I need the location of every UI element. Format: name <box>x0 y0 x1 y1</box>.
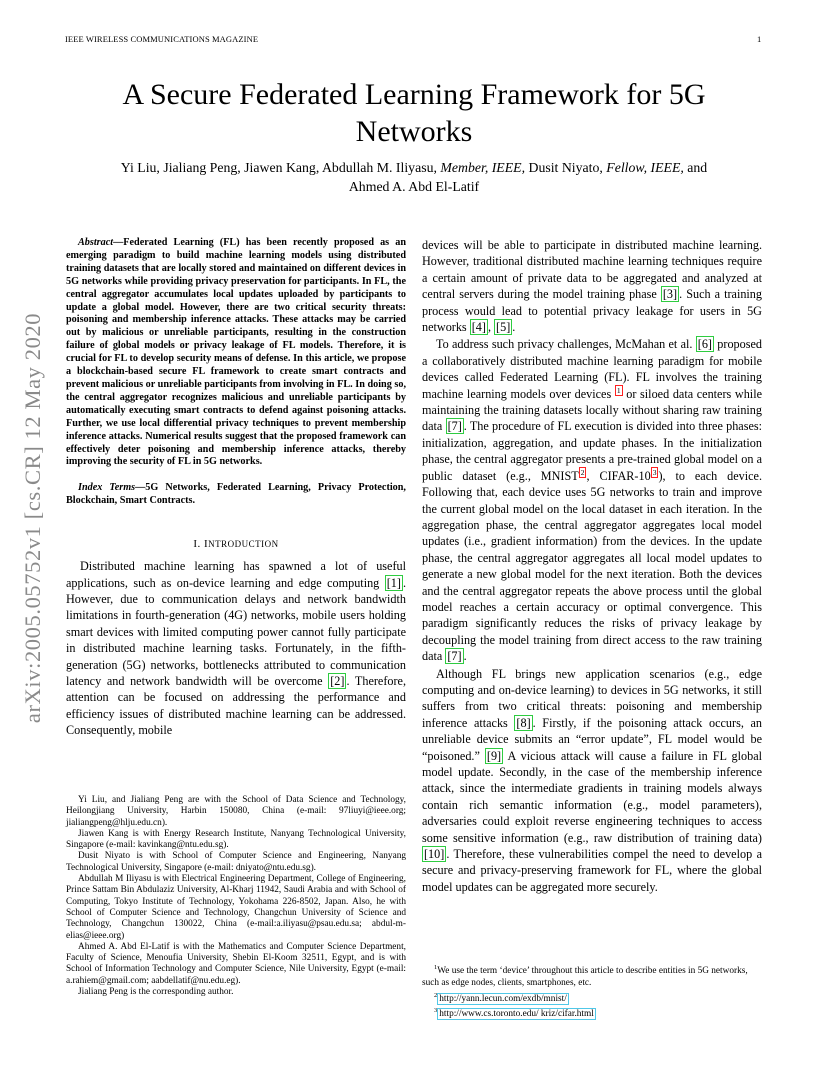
footnote-2 <box>422 990 762 1005</box>
footnote-text: We use the term ‘device’ throughout this article to describe entities in 5G networks, such as edge nodes, clients, smartphones, etc. <box>422 966 748 989</box>
title-line-2: Networks <box>355 115 473 148</box>
right-paragraph-3 <box>422 666 762 896</box>
affiliation-footnotes <box>66 795 406 998</box>
title-line-1: A Secure Federated Learning Framework for 5G <box>122 78 706 111</box>
section-heading-introduction <box>66 538 406 550</box>
intro-paragraph-1 <box>66 558 406 738</box>
affiliation-note: Jiawen Kang is with Energy Research Institute, Nanyang Technological University, Singapore (e-mail: kavinkang@ntu.edu.sg). <box>66 828 406 851</box>
citation-link[interactable]: [7] <box>447 419 462 434</box>
citation-link[interactable]: [7] <box>447 649 462 664</box>
citation-link[interactable]: [6] <box>697 337 712 352</box>
arxiv-stamp-text: arXiv:2005.05752v1 [cs.CR] 12 May 2020 <box>20 312 45 724</box>
cifar-url-link[interactable]: http://www.cs.toronto.edu/ kriz/cifar.html <box>439 1009 594 1020</box>
paper-title <box>65 76 763 150</box>
text-run: Although FL brings new application scenarios (e.g., edge computing and on-device learning) to devices in 5G networks, it still suffers from two critical threats: poisoning and membership inference attacks <box>422 666 762 730</box>
index-terms-lead: Index Terms <box>78 482 136 494</box>
right-column <box>422 237 762 896</box>
text-run: Distributed machine learning has spawned a lot of useful applications, such as on-device learning and edge computing <box>66 559 406 590</box>
text-run: . Therefore, attention can be focused on addressing the performance and efficiency issues of distributed machine learning can be addressed. Consequently, mobile <box>66 673 406 738</box>
authors-group-1: Yi Liu, Jialiang Peng, Jiawen Kang, Abdullah M. Iliyasu, <box>120 160 441 175</box>
affiliation-note: Abdullah M Iliyasu is with Electrical Engineering Department, College of Engineering, Prince Sattam Bin Abdulaziz University, Al-Kharj 11942, Saudi Arabia and with School of Computing, Tokyo Institute of Technology, Yokohama 226-8502, Japan. Also, he with School of Computer Science and Technology, Changchun University of Science and Technology, Changchun 130022, China (e-mail:a.iliyasu@psau.edu.sa; abdul-m-elias@ieee.org) <box>66 874 406 941</box>
abstract-lead: Abstract <box>78 237 114 248</box>
citation-link[interactable]: [3] <box>662 287 678 302</box>
text-run: . <box>463 649 467 664</box>
section-numeral: I. I <box>193 538 209 551</box>
citation-link[interactable]: [9] <box>486 748 502 763</box>
affiliation-note: Jialiang Peng is the corresponding author. <box>78 987 234 998</box>
mnist-url-link[interactable]: http://yann.lecun.com/exdb/mnist/ <box>439 993 567 1004</box>
authors-and: and <box>683 160 708 175</box>
left-column <box>66 237 406 739</box>
text-run: . The procedure of FL execution is divided into three phases: initialization, aggregation, and update phases. In the initialization phase, the central aggregator presents a pre-trained global model on a public dataset (e.g., MNIST <box>422 419 762 483</box>
footnote-1 <box>422 962 762 990</box>
right-paragraph-2 <box>422 336 762 664</box>
text-run: . <box>512 320 516 335</box>
citation-link[interactable]: [1] <box>386 575 401 590</box>
text-run: ), to each device. Following that, each device uses 5G networks to train and improve the current global model on the local dataset in each iteration. In the aggregation phase, the central aggregator aggregates local model updates (i.e., gradient information) from the devices. In the update phase, the central aggregator aggregates all local model updates to generate a new global model for the next iteration. Both the devices and the central aggregator repeats the above process until the global model reaches a certain accuracy or optimal convergence. This paradigm significantly reduces the risks of privacy leakage by decoupling the model training from direct access to the raw training data <box>422 468 762 664</box>
author-list <box>65 158 763 196</box>
text-run: , <box>487 320 495 335</box>
arxiv-stamp <box>18 278 48 758</box>
citation-link[interactable]: [10] <box>424 847 445 862</box>
citation-link[interactable]: [4] <box>471 320 486 335</box>
citation-link[interactable]: [5] <box>496 320 511 335</box>
text-run: , CIFAR-10 <box>586 468 651 483</box>
text-run: A vicious attack will cause a failure in FL global model update. Secondly, in the case of the membership inference attack, since the intermediate gradients in training models always contain rich semantic information (e.g., model parameters), adversaries could exploit reverse engineering techniques to access some sensitive information (e.g., raw distribution of training data) <box>422 748 762 845</box>
text-run: . However, due to communication delays and network bandwidth limitations in fourth-generation (4G) networks, mobile users holding smart devices with limited computing power cannot fully participate in distributed machine learning tasks. Fortunately, in the fifth-generation (5G) networks, bottlenecks attributed to communication latency and network bandwidth will be overcome <box>66 575 406 688</box>
citation-link[interactable]: [8] <box>516 715 531 730</box>
footnote-mark: 1 <box>434 964 438 971</box>
affiliation-note: Dusit Niyato is with School of Computer Science and Engineering, Nanyang Technological University, Singapore (e-mail: dniyato@ntu.edu.sg). <box>66 851 406 873</box>
right-paragraph-1 <box>422 237 762 335</box>
page-footnotes <box>422 962 762 1020</box>
footnote-mark: 2 <box>434 991 438 999</box>
affiliation-note: Ahmed A. Abd El-Latif is with the Mathematics and Computer Science Department, Faculty of Science, Menoufia University, Shebin El-Koom 32511, Egypt, and is with School of Information Technology and Computer Science, Nile University, Egypt (e-mail: a.rahiem@gmail.com; aabdellatif@nu.edu.eg). <box>66 941 406 986</box>
author-line-2: Ahmed A. Abd El-Latif <box>348 179 480 194</box>
section-title-smallcaps: NTRODUCTION <box>208 539 279 550</box>
index-terms-text: —5G Networks, Federated Learning, Privacy Protection, Blockchain, Smart Contracts. <box>66 482 406 507</box>
text-run: devices will be able to participate in distributed machine learning. However, traditional distributed machine learning techniques require a certain amount of private data to be aggregated and analyzed at central servers during the model training phase <box>422 238 762 302</box>
footnote-link[interactable]: 1 <box>616 385 621 395</box>
text-run: proposed a collaboratively distributed machine learning paradigm for mobile devices called Federated Learning (FL). FL involves the training machine learning models over devices <box>422 337 762 401</box>
text-run: or siloed data centers while maintaining the training datasets locally without sharing raw training data <box>422 386 762 434</box>
affiliation-note: Yi Liu, and Jialiang Peng are with the School of Data Science and Technology, Heilongjiang University, Harbin 150080, China (e-mail: 97liuyi@ieee.org; jialiangpeng@hlju.edu.cn). <box>66 795 406 828</box>
abstract-text: —Federated Learning (FL) has been recently proposed as an emerging paradigm to build machine learning models using distributed training datasets that are locally stored and maintained on different devices in 5G networks while providing privacy preservation for participants. In FL, the central aggregator accumulates local updates uploaded by participants to update a global model. However, there are two critical security threats: poisoning and membership inference attacks. These attacks may be carried out by malicious or unreliable participants, resulting in the construction failure of global models or privacy leakage of FL models. Therefore, it is crucial for FL to develop security means of defense. In this article, we propose a blockchain-based secure FL framework to create smart contracts and prevent malicious or unreliable participants from involving in FL. In doing so, the central aggregator recognizes malicious and unreliable participants by automatically executing smart contracts to defend against poisoning attacks. Further, we use local differential privacy techniques to prevent membership inference attacks. Numerical results suggest that the proposed framework can effectively deter poisoning and membership inference attacks, thereby improving the security of FL in 5G networks. <box>66 237 406 468</box>
running-header: IEEE WIRELESS COMMUNICATIONS MAGAZINE <box>65 34 259 44</box>
footnote-link[interactable]: 2 <box>580 467 585 477</box>
author-role-fellow: Fellow, IEEE, <box>606 160 684 175</box>
footnote-link[interactable]: 3 <box>652 467 657 477</box>
text-run: . Firstly, if the poisoning attack occurs, an unreliable device submits an “error update”, FL model would be “poisoned.” <box>422 715 762 763</box>
footnote-3 <box>422 1005 762 1020</box>
text-run: To address such privacy challenges, McMahan et al. <box>436 337 696 352</box>
citation-link[interactable]: [2] <box>330 673 345 688</box>
text-run: . Therefore, these vulnerabilities compel the need to develop a secure and privacy-preserving framework for FL, where the global model updates can be aggregated more securely. <box>422 847 762 894</box>
footnote-mark: 3 <box>434 1007 438 1015</box>
author-line-1 <box>65 158 763 177</box>
text-run: . Such a training process would lead to potential privacy leakage for users in 5G networks <box>422 287 762 335</box>
author-role-member: Member, IEEE, <box>440 160 526 175</box>
page-number: 1 <box>757 34 762 44</box>
authors-group-2: Dusit Niyato, <box>525 160 607 175</box>
index-terms <box>66 482 406 508</box>
abstract <box>66 237 406 469</box>
